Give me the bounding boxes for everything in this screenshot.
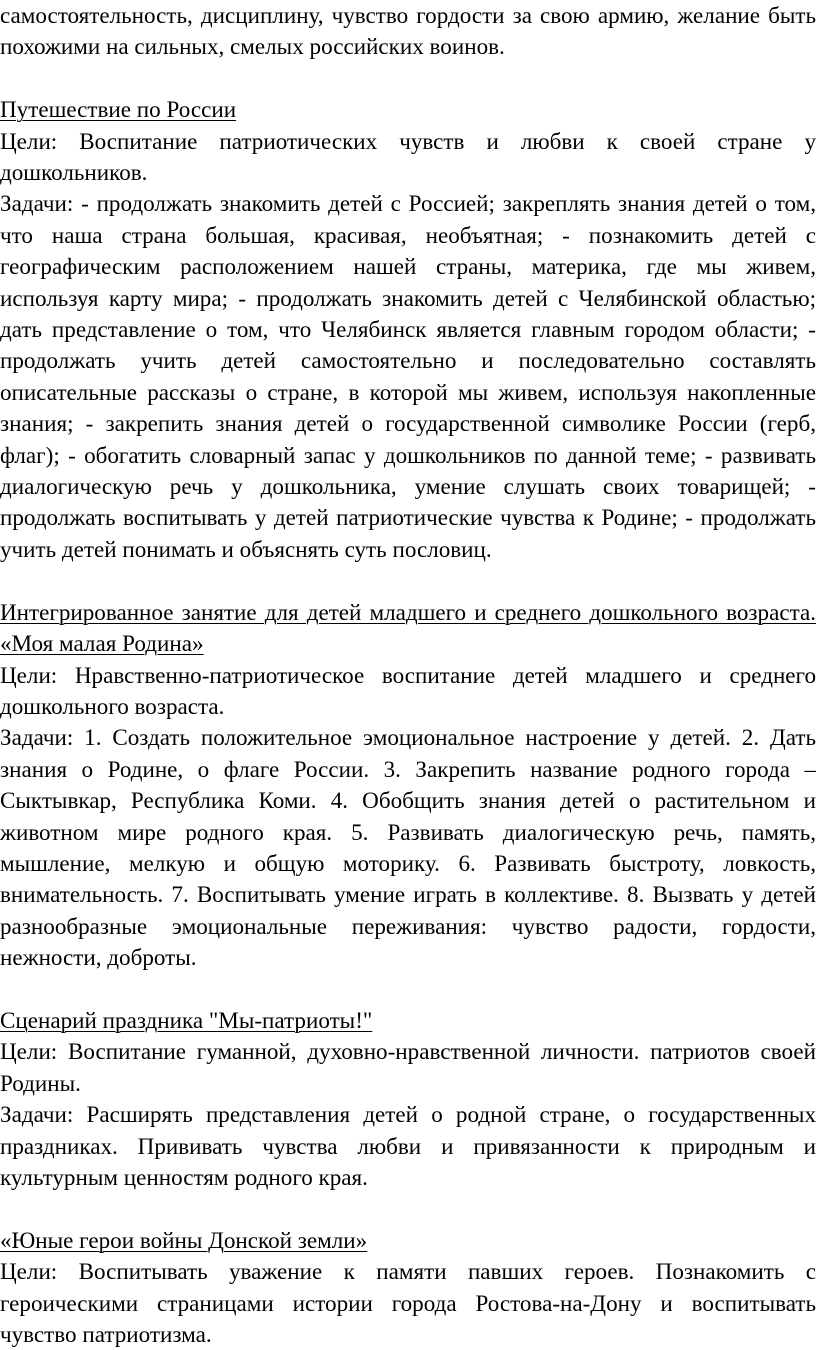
tasks-label: Задачи: (0, 724, 74, 751)
tasks-paragraph (0, 1099, 816, 1193)
goals-label: Цели: (0, 1258, 58, 1285)
goals-text: Воспитывать уважение к памяти павших героев. Познакомить с героическими страницами истории города Ростова-на-Дону и воспитывать чувство патриотизма. (0, 1258, 816, 1347)
intro-paragraph: самостоятельность, дисциплину, чувство гордости за свою армию, желание быть похожими на сильных, смелых российских воинов. (0, 2, 816, 60)
goals-paragraph (0, 660, 816, 723)
section-young-heroes (0, 1225, 816, 1350)
goals-text: Нравственно-патриотическое воспитание детей младшего и среднего дошкольного возраста. (0, 661, 816, 719)
section-small-homeland (0, 597, 816, 974)
tasks-text: 1. Создать положительное эмоциональное настроение у детей. 2. Дать знания о Родине, о флаге России. 3. Закрепить название родного города – Сыктывкар, Республика Коми. 4. Обобщить знания детей о растительном и животном мире родного края. 5. Развивать диалогическую речь, память, мышление, мелкую и общую моторику. 6. Развивать быстроту, ловкость, внимательность. 7. Воспитывать умение играть в коллективе. 8. Вызвать у детей разнообразные эмоциональные переживания: чувство радости, гордости, нежности, доброты. (0, 724, 816, 971)
goals-label: Цели: (0, 127, 58, 154)
section-journey-russia (0, 94, 816, 565)
tasks-label: Задачи: (0, 1101, 74, 1128)
goals-paragraph (0, 1036, 816, 1099)
section-we-are-patriots (0, 1005, 816, 1193)
tasks-paragraph (0, 188, 816, 565)
tasks-paragraph (0, 722, 816, 973)
goals-text: Воспитание гуманной, духовно-нравственной личности. патриотов своей Родины. (0, 1038, 816, 1096)
goals-text: Воспитание патриотических чувств и любви к своей стране у дошкольников. (0, 127, 816, 186)
tasks-text: Расширять представления детей о родной стране, о государственных праздниках. Прививать чувства любви и привязанности к природным и культурным ценностям родного края. (0, 1101, 816, 1190)
tasks-label: Задачи: (0, 190, 74, 217)
goals-label: Цели: (0, 1038, 58, 1065)
section-title[interactable]: «Юные герои войны Донской земли» (0, 1226, 368, 1253)
goals-paragraph (0, 1256, 816, 1350)
section-title[interactable]: Путешествие по России (0, 96, 237, 123)
goals-paragraph (0, 126, 816, 189)
goals-label: Цели: (0, 661, 58, 688)
tasks-text: - продолжать знакомить детей с Россией; закреплять знания детей о том, что наша страна большая, красивая, необъятная; - познакомить детей с географическим расположением нашей страны, материка, где мы живем, используя карту мира; - продолжать знакомить детей с Челябинской областью; дать представление о том, что Челябинск является главным городом области; - продолжать учить детей самостоятельно и последовательно составлять описательные рассказы о стране, в которой мы живем, используя накопленные знания; - закрепить знания детей о государственной символике России (герб, флаг); - обогатить словарный запас у дошкольников по данной теме; - развивать диалогическую речь у дошкольника, умение слушать своих товарищей; - продолжать воспитывать у детей патриотические чувства к Родине; - продолжать учить детей понимать и объяснять суть пословиц. (0, 190, 816, 562)
section-title[interactable]: Интегрированное занятие для детей младшего и среднего дошкольного возраста. «Моя малая Родина» (0, 598, 816, 657)
section-title[interactable]: Сценарий праздника "Мы-патриоты!" (0, 1006, 373, 1033)
